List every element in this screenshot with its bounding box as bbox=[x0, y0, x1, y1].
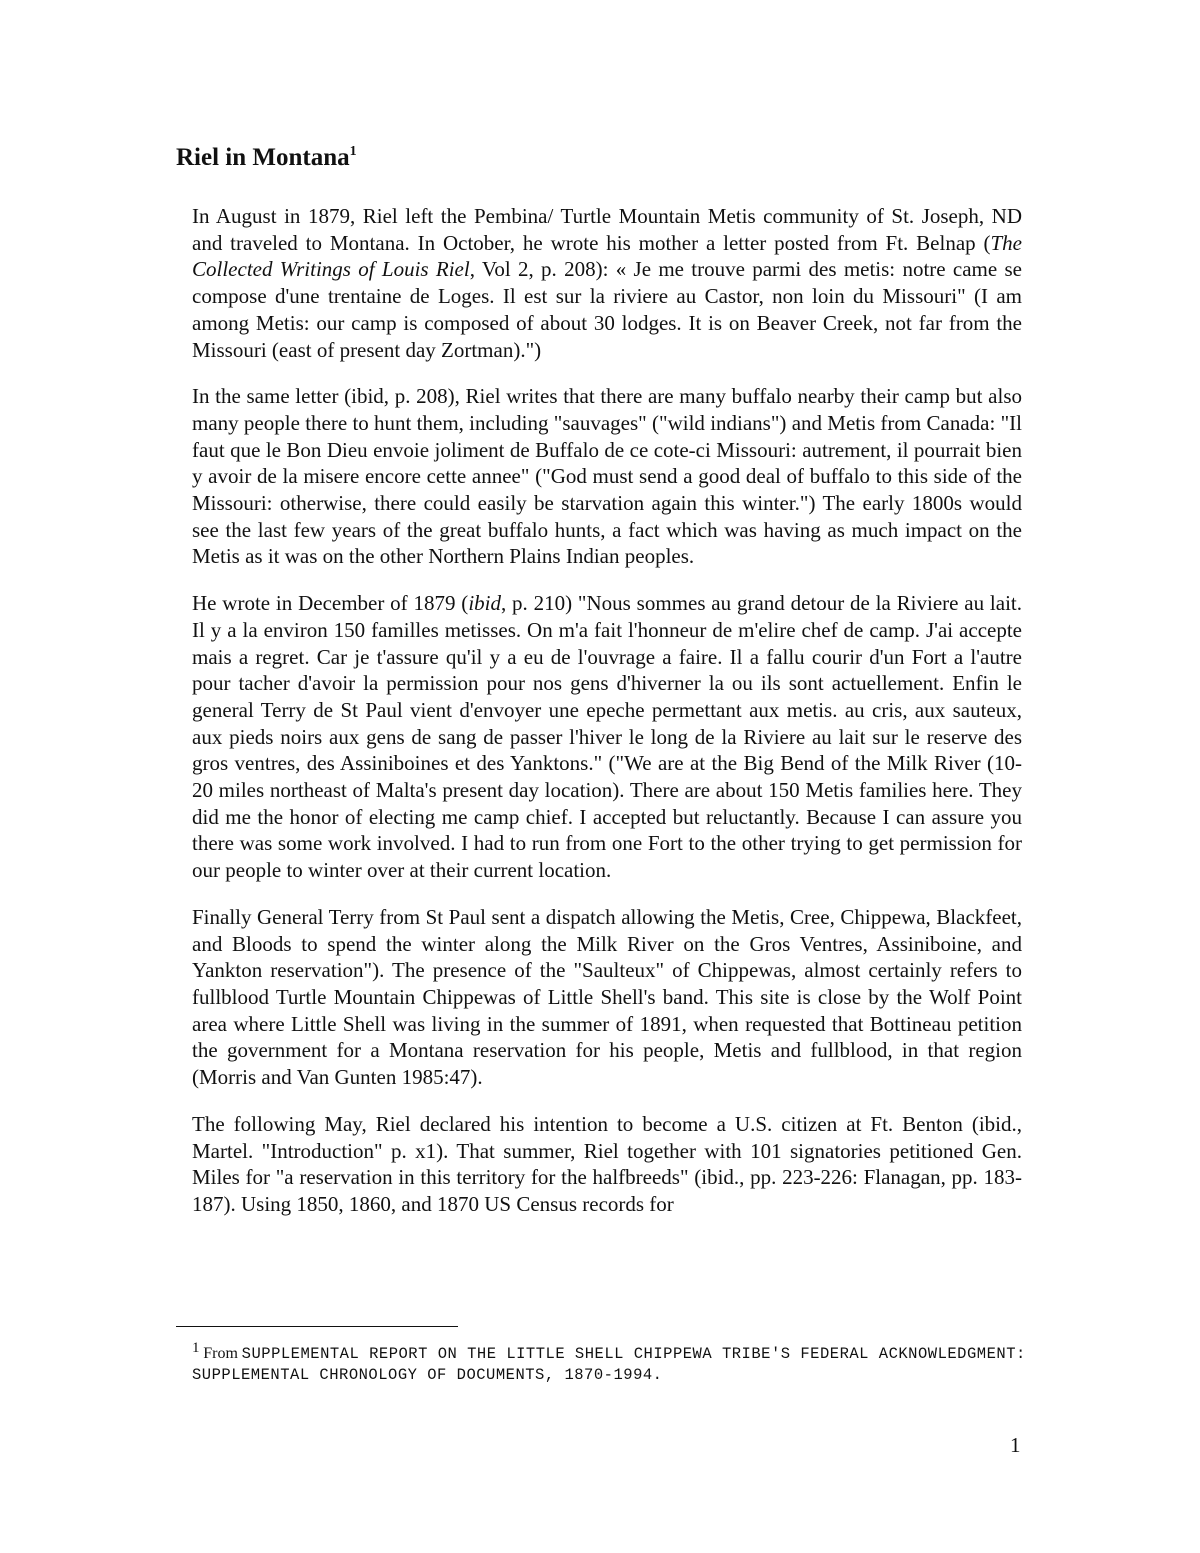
paragraph bbox=[192, 590, 1022, 884]
footnote-from: From bbox=[203, 1345, 238, 1362]
document-title bbox=[176, 140, 357, 176]
paragraph-text: , Vol 2, p. 208): « Je me trouve parmi des metis: notre came se compose d'une trentaine de Loges. Il est sur la riviere au Castor, non loin du Missouri" (I am among Metis: our camp is composed of about 30 lodges. It is on Beaver Creek, not far from the Missouri (east of present day Zortman).") bbox=[192, 257, 1022, 362]
paragraph-text: In August in 1879, Riel left the Pembina/ Turtle Mountain Metis community of St. Joseph, ND and traveled to Montana. In October, he wrote his mother a letter posted from Ft. Belnap ( bbox=[192, 204, 1022, 255]
footnote-mark: 1 bbox=[192, 1340, 200, 1356]
paragraph-text: , p. 210) "Nous sommes au grand detour de la Riviere au lait. Il y a la environ 150 familles metisses. On m'a fait l'honneur de m'elire chef de camp. J'ai accepte mais a regret. Car je t'assure qu'il y a eu de l'ouvrage a faire. Il a fallu courir d'un Fort a l'autre pour tacher d'avoir la permission pour nos gens d'hiverner la ou ils sont actuellement. Enfin le general Terry de St Paul vient d'envoyer une epeche permettant aux metis. au cris, aux sauteux, aux pieds noirs aux gens de sang de passer l'hiver le long de la Riviere au lait sur le reserve des gros ventres, des Assiniboines et des Yanktons." ("We are at the Big Bend of the Milk River (10-20 miles northeast of Malta's present day location). There are about 150 Metis families here. They did me the honor of electing me camp chief. I accepted but reluctantly. Because I can assure you there was some work involved. I had to run from one Fort to the other trying to get permission for our people to winter over at their current location. bbox=[192, 591, 1022, 883]
paragraph bbox=[192, 1111, 1022, 1218]
paragraph bbox=[192, 203, 1022, 363]
paragraph-text: Finally General Terry from St Paul sent a dispatch allowing the Metis, Cree, Chippewa, Blackfeet, and Bloods to spend the winter along the Milk River on the Gros Ventres, Assiniboine, and Yankton reservation"). The presence of the "Saulteux" of Chippewas, almost certainly refers to fullblood Turtle Mountain Chippewas of Little Shell's band. This site is close by the Wolf Point area where Little Shell was living in the summer of 1891, when requested that Bottineau petition the government for a Montana reservation for his people, Metis and fullblood, in that region (Morris and Van Gunten 1985:47). bbox=[192, 904, 1022, 1090]
body-text bbox=[192, 203, 1022, 1238]
footnote bbox=[192, 1340, 1042, 1386]
paragraph-text: The following May, Riel declared his intention to become a U.S. citizen at Ft. Benton (ibid., Martel. "Introduction" p. x1). That summer, Riel together with 101 signatories petitioned Gen. Miles for "a reservation in this territory for the halfbreeds" (ibid., pp. 223-226: Flanagan, pp. 183-187). Using 1850, 1860, and 1870 US Census records for bbox=[192, 1111, 1022, 1216]
title-text: Riel in Montana bbox=[176, 144, 350, 171]
paragraph bbox=[192, 904, 1022, 1091]
title-footnote-mark: 1 bbox=[349, 144, 357, 159]
footnote-divider bbox=[176, 1326, 458, 1327]
paragraph-text: In the same letter (ibid, p. 208), Riel writes that there are many buffalo nearby their camp but also many people there to hunt them, including "sauvages" ("wild indians") and Metis from Canada: "Il faut que le Bon Dieu envoie joliment de Buffalo de ce cote-ci Missouri: autrement, il pourrait bien y avoir de la misere encore cette annee" ("God must send a good deal of buffalo to this side of the Missouri: otherwise, there could easily be starvation again this winter.") The early 1800s would see the last few years of the great buffalo hunts, a fact which was having as much impact on the Metis as it was on the other Northern Plains Indian peoples. bbox=[192, 384, 1022, 569]
italic-text: ibid bbox=[468, 591, 501, 616]
page-number: 1 bbox=[1010, 1433, 1021, 1457]
italic-text: The Collected Writings of Louis Riel bbox=[192, 230, 1022, 282]
paragraph-text: He wrote in December of 1879 ( bbox=[192, 591, 469, 616]
paragraph bbox=[192, 383, 1022, 570]
footnote-text: SUPPLEMENTAL REPORT ON THE LITTLE SHELL CHIPPEWA TRIBE'S FEDERAL ACKNOWLEDGMENT: SUPPLEMENTAL CHRONOLOGY OF DOCUMENTS, 1870-1994. bbox=[192, 1345, 1026, 1384]
